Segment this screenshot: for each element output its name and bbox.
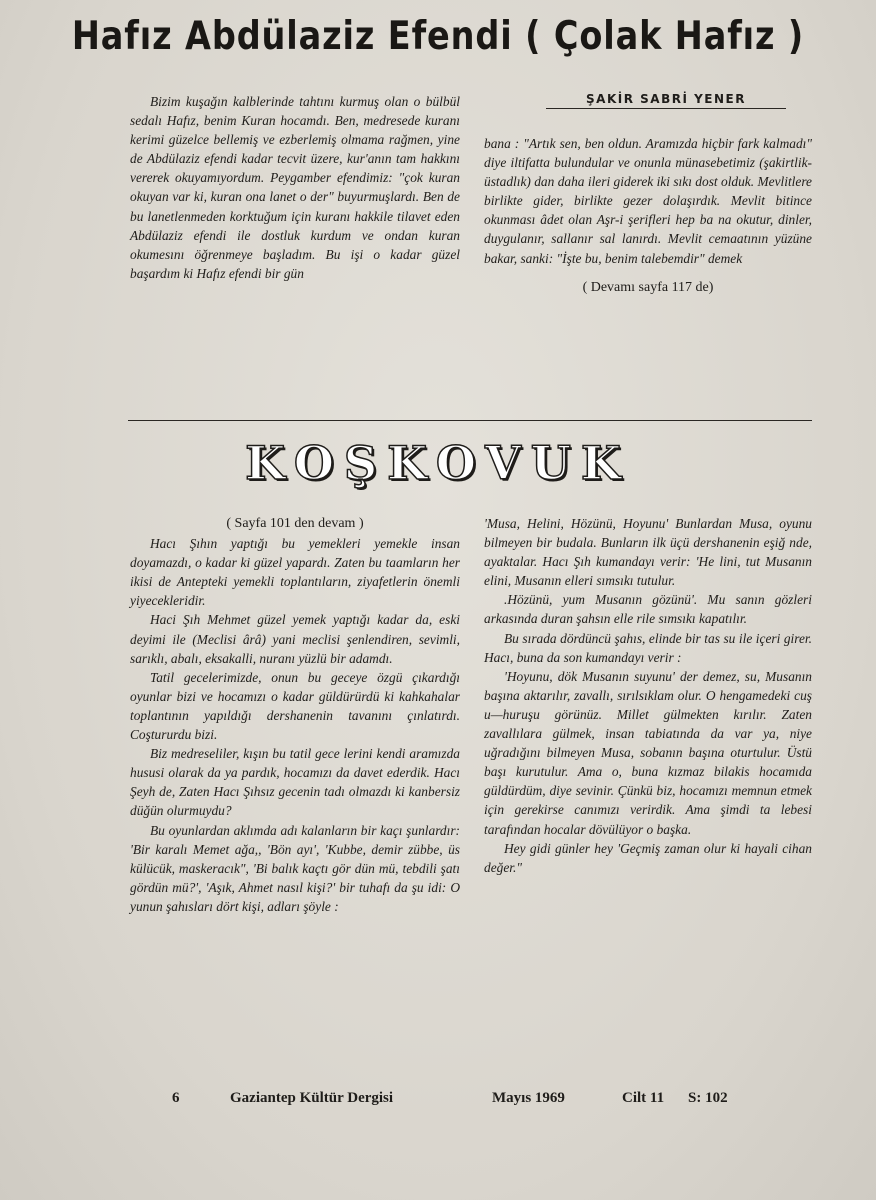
article2-paragraph: Tatil gecelerimizde, onun bu geceye özgü çıkardığı oyunlar bizi ve hocamızı o kadar güldürürdü ki kahkahalar toplantının yapıldığı dershanenin tavanını çınlatırdı. Coştururdu bizi. <box>130 669 460 743</box>
article1-right-column <box>484 134 812 297</box>
article2-paragraph: Hacı Şıhın yaptığı bu yemekleri yemekle insan doyamazdı, o kadar ki güzel yapardı. Zaten bu taamların her ikisi de Antepteki yemekli toplantıların, ziyafetlerin önemli yiyecekleridir. <box>130 536 460 609</box>
article1-right-text: bana : "Artık sen, ben oldun. Aramızda hiçbir fark kalmadı" diye iltifatta bulundular ve onunla münasebetimiz (şakirtlik-üstadlık) dan daha ileri giderek iki sıkı dost olduk. Mevlitlere birlikte gider, birlikte gezer dolaşırdık. Mevlit bitince okunması âdet olan Aşr-i şerifleri hep ba na okutur, dinler, duygulanır, sallanır sal lanırdı. Mevlit cemaatının yüzüne bakar, sanki: "İşte bu, benim talebemdir" demek <box>484 136 812 266</box>
issue-date: Mayıs 1969 <box>492 1090 565 1106</box>
article2-paragraph: Bu oyunlardan aklımda adı kalanların bir kaçı şunlardır: 'Bir karalı Memet ağa,, 'Bön ayı', 'Kubbe, demir zübbe, üs külücük, maskeracık", 'Bi balık kaçtı gör dün mü, tebdili şatı gördün mü?', 'Aşık, Ahmet nasıl kişi?' bir tuhafı da şu idi: O yunun şahısları dört kişi, adları şöyle : <box>130 822 460 914</box>
article2-paragraph: Hey gidi günler hey 'Geçmiş zaman olur ki hayali cihan değer." <box>484 840 812 875</box>
article2-paragraph: .Hözünü, yum Musanın gözünü'. Mu sanın gözleri arkasında duran şahsın elle rile sımsıkı kapatılır. <box>484 592 812 627</box>
article2-paragraph: Bu sırada dördüncü şahıs, elinde bir tas su ile içeri girer. Hacı, buna da son kumandayı verir : <box>484 630 812 665</box>
article2-left-column <box>130 514 460 916</box>
section-divider <box>128 420 812 421</box>
article2-paragraph: Haci Şıh Mehmet güzel yemek yaptığı kadar da, eski deyimi ile (Meclisi ârâ) yani meclisi şenlendiren, sevimli, sarıklı, abalı, eksakalli, nuranı yüzlü bir adamdı. <box>130 612 460 666</box>
journal-name: Gaziantep Kültür Dergisi <box>230 1090 394 1106</box>
article2-right-column <box>484 514 812 877</box>
article1-left-text: Bizim kuşağın kalblerinde tahtını kurmuş olan o bülbül sedalı Hafız, benim Kuran hocamdı. Ben, medresede kuranı kerimi güzelce bellemiş ve ezberlemiş olmama rağmen, yine de Abdülaziz efendi kadar tecvit üzere, kur'anın tam hakkını vererek okuyamıyordum. Peygamber efendimiz: "çok kuran okuyan var ki, kuran ona lanet o der" buyurmuşlardı. Ben de bu lanetlenmeden korktuğum için kuranı hakkile tilavet eden Abdülaziz efendi ile dostluk kurdum ve ondan kuran okumesını öğrenmeye başladım. Bu işi o kadar güzel başardım ki Hafız efendi bir gün <box>130 94 460 281</box>
page-number: 6 <box>172 1090 180 1106</box>
continued-from-note: ( Sayfa 101 den devam ) <box>226 516 364 531</box>
article2-paragraph: 'Hoyunu, dök Musanın suyunu' der demez, su, Musanın başına aktarılır, zavallı, sırılsıklam olur. O hengamedeki cuş u—huruşu görünüz. Millet gülmekten kırılır. Zaten zavallılara gülmek, insan tabiatında da var ya, niye uğradığını bilmeyen Musa, sobanın başına oturtulur. Üstü başı kurutulur. Ama o, buna kızmaz bilakis hocamıda güldürdüm, diye sevinir. Çünkü biz, hocamızı memnun etmek için gerekirse canımızı verirdik. Ama şimdi ta lebesi tarafından hocalar dövülüyor o başka. <box>484 668 812 837</box>
volume-number: Cilt 11 <box>622 1090 665 1106</box>
article1-left-column <box>130 92 460 283</box>
continued-note: ( Devamı sayfa 117 de) <box>582 279 714 295</box>
article2-paragraph: 'Musa, Helini, Hözünü, Hoyunu' Bunlardan Musa, oyunu bilmeyen bir budala. Bunların ilk üçü dershanenin eşiğ nde, ayaktalar. Hacı Şıh kumandayı verir: 'He lini, tut Musanın elini, Musanın elleri sımsıkı tutulur. <box>484 516 812 589</box>
article-title: Hafız Abdülaziz Efendi ( Çolak Hafız ) <box>71 14 805 59</box>
koskovuk-masthead: KOŞKOVUK <box>245 436 631 490</box>
author-byline: ŞAKİR SABRİ YENER <box>546 92 786 109</box>
article2-paragraph: Biz medreseliler, kışın bu tatil gece lerini kendi aramızda hususi olarak da ya pardık, hocamızı da davet ederdik. Hacı Şeyh de, Zaten Hacı Şıhsız gecenin tadı olmazdı ki kanbersiz düğün olurmuydu? <box>130 746 460 819</box>
issue-number: S: 102 <box>688 1090 728 1106</box>
